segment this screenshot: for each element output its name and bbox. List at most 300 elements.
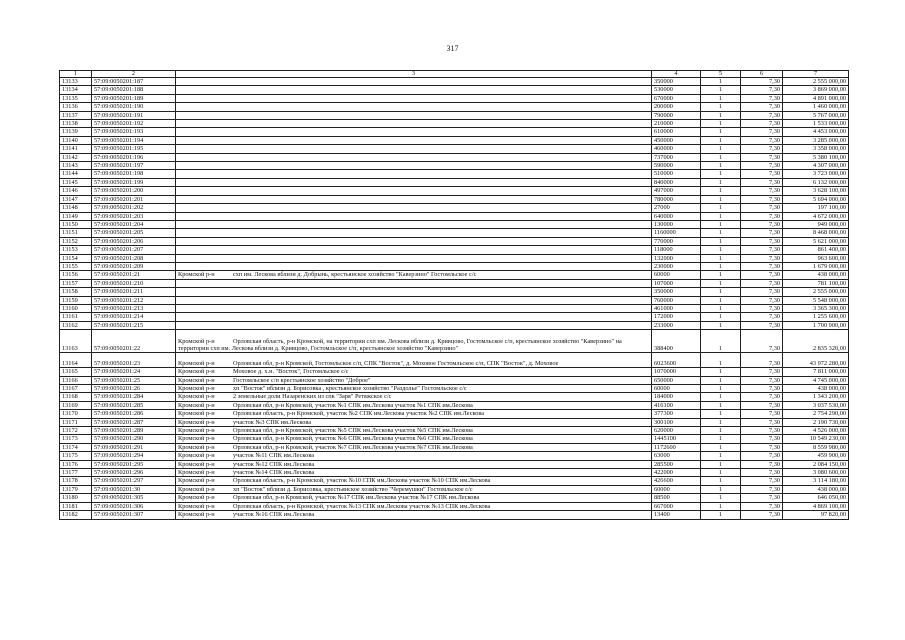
- table-row: [60, 385, 849, 393]
- land-registry-table: [59, 70, 849, 520]
- column-header: 3: [176, 71, 652, 78]
- table-row: [60, 153, 849, 161]
- area-cell: 426600: [652, 477, 701, 485]
- coefficient-cell: 1: [701, 321, 741, 329]
- location-description: участок №16 СПК им.Лескова: [233, 511, 315, 519]
- rate-cell: 7,30: [741, 145, 783, 153]
- table-row: [60, 262, 849, 270]
- sum-cell: 2 555 000,00: [783, 288, 849, 296]
- location-cell: [176, 136, 652, 144]
- sum-cell: 4 745 000,00: [783, 376, 849, 384]
- region-label: Кромской р-н: [178, 271, 215, 279]
- cadastral-number-cell: 57:09:0050201:26: [92, 385, 176, 393]
- rate-cell: 7,30: [741, 376, 783, 384]
- table-row: [60, 220, 849, 228]
- sum-cell: 861 400,00: [783, 246, 849, 254]
- row-number-cell: 13173: [60, 435, 92, 443]
- page-number: 317: [446, 44, 459, 53]
- area-cell: 233000: [652, 321, 701, 329]
- sum-cell: 3 869 000,00: [783, 86, 849, 94]
- sum-cell: 43 972 280,00: [783, 353, 849, 368]
- row-number-cell: 13165: [60, 368, 92, 376]
- rate-cell: 7,30: [741, 78, 783, 86]
- table-row: [60, 271, 849, 279]
- sum-cell: 2 084 150,00: [783, 460, 849, 468]
- area-cell: 422000: [652, 469, 701, 477]
- coefficient-cell: 1: [701, 288, 741, 296]
- rate-cell: 7,30: [741, 220, 783, 228]
- location-cell: [176, 401, 652, 409]
- sum-cell: 646 050,00: [783, 494, 849, 502]
- area-cell: 27000: [652, 204, 701, 212]
- column-header: 4: [652, 71, 701, 78]
- area-cell: 60000: [652, 385, 701, 393]
- area-cell: 770000: [652, 237, 701, 245]
- region-label: Кромской р-н: [178, 477, 215, 485]
- location-cell: [176, 204, 652, 212]
- rate-cell: 7,30: [741, 477, 783, 485]
- location-cell: [176, 237, 652, 245]
- location-cell: [176, 410, 652, 418]
- row-number-cell: 13156: [60, 271, 92, 279]
- location-description: Гостомльское с/п крестьянское хозяйство "Доброе": [233, 376, 371, 384]
- table-row: [60, 212, 849, 220]
- table-row: [60, 330, 849, 353]
- area-cell: 460000: [652, 145, 701, 153]
- row-number-cell: 13133: [60, 78, 92, 86]
- sum-cell: 97 820,00: [783, 511, 849, 519]
- rate-cell: 7,30: [741, 128, 783, 136]
- cadastral-number-cell: 57:09:0050201:212: [92, 296, 176, 304]
- row-number-cell: 13172: [60, 427, 92, 435]
- table-row: [60, 229, 849, 237]
- cadastral-number-cell: 57:09:0050201:214: [92, 313, 176, 321]
- table-row: [60, 511, 849, 519]
- table-row: [60, 376, 849, 384]
- area-cell: 450000: [652, 136, 701, 144]
- cadastral-number-cell: 57:09:0050201:289: [92, 427, 176, 435]
- rate-cell: 7,30: [741, 254, 783, 262]
- area-cell: 416100: [652, 401, 701, 409]
- location-cell: [176, 296, 652, 304]
- column-header: 7: [783, 71, 849, 78]
- row-number-cell: 13149: [60, 212, 92, 220]
- location-cell: [176, 128, 652, 136]
- coefficient-cell: 1: [701, 237, 741, 245]
- row-number-cell: 13150: [60, 220, 92, 228]
- sum-cell: 10 549 230,00: [783, 435, 849, 443]
- row-number-cell: 13142: [60, 153, 92, 161]
- table-row: [60, 178, 849, 186]
- cadastral-number-cell: 57:09:0050201:285: [92, 401, 176, 409]
- area-cell: 670000: [652, 94, 701, 102]
- rate-cell: 7,30: [741, 353, 783, 368]
- row-number-cell: 13155: [60, 262, 92, 270]
- coefficient-cell: 1: [701, 187, 741, 195]
- sum-cell: 2 754 290,00: [783, 410, 849, 418]
- cadastral-number-cell: 57:09:0050201:306: [92, 502, 176, 510]
- table-row: [60, 103, 849, 111]
- coefficient-cell: 1: [701, 469, 741, 477]
- sum-cell: 438 000,00: [783, 271, 849, 279]
- region-label: Кромской р-н: [178, 502, 215, 510]
- location-description: Орловская обл, р-н Кромской, Гостомльское с/п, СПК "Восток", д. Моховое Гостомльское с/п, СПК "Восток", д. Моховое: [233, 359, 559, 367]
- area-cell: 790000: [652, 111, 701, 119]
- area-cell: 610000: [652, 128, 701, 136]
- coefficient-cell: 1: [701, 460, 741, 468]
- row-number-cell: 13154: [60, 254, 92, 262]
- cadastral-number-cell: 57:09:0050201:199: [92, 178, 176, 186]
- sum-cell: 2 555 000,00: [783, 78, 849, 86]
- cadastral-number-cell: 57:09:0050201:208: [92, 254, 176, 262]
- location-cell: [176, 229, 652, 237]
- row-number-cell: 13160: [60, 304, 92, 312]
- rate-cell: 7,30: [741, 321, 783, 329]
- location-cell: [176, 195, 652, 203]
- coefficient-cell: 1: [701, 435, 741, 443]
- table-row: [60, 120, 849, 128]
- sum-cell: 3 365 300,00: [783, 304, 849, 312]
- region-label: Кромской р-н: [178, 443, 215, 451]
- rate-cell: 7,30: [741, 296, 783, 304]
- row-number-cell: 13179: [60, 485, 92, 493]
- area-cell: 388400: [652, 330, 701, 353]
- area-cell: 737000: [652, 153, 701, 161]
- sum-cell: 6 132 000,00: [783, 178, 849, 186]
- coefficient-cell: 1: [701, 296, 741, 304]
- sum-cell: 3 080 600,00: [783, 469, 849, 477]
- location-cell: [176, 368, 652, 376]
- cadastral-number-cell: 57:09:0050201:286: [92, 410, 176, 418]
- rate-cell: 7,30: [741, 401, 783, 409]
- rate-cell: 7,30: [741, 288, 783, 296]
- coefficient-cell: 1: [701, 502, 741, 510]
- table-row: [60, 279, 849, 287]
- location-description: участок №11 СПК им.Лескова: [233, 452, 314, 460]
- sum-cell: 3 628 100,00: [783, 187, 849, 195]
- coefficient-cell: 1: [701, 178, 741, 186]
- location-cell: [176, 187, 652, 195]
- region-label: Кромской р-н: [178, 393, 215, 401]
- location-description: Орловская обл, р-н Кромской, участок №17 СПК им.Лескова участок №17 СПК им.Лескова: [233, 494, 480, 502]
- coefficient-cell: 1: [701, 128, 741, 136]
- area-cell: 230000: [652, 262, 701, 270]
- rate-cell: 7,30: [741, 120, 783, 128]
- coefficient-cell: 1: [701, 271, 741, 279]
- area-cell: 350000: [652, 78, 701, 86]
- cadastral-number-cell: 57:09:0050201:305: [92, 494, 176, 502]
- column-header: 1: [60, 71, 92, 78]
- location-description: Орловская обл, р-н Кромской, участок №6 СПК им.Лескова участок №6 СПК им.Лескова: [233, 435, 473, 443]
- cadastral-number-cell: 57:09:0050201:201: [92, 195, 176, 203]
- table-row: [60, 435, 849, 443]
- area-cell: 760000: [652, 296, 701, 304]
- row-number-cell: 13148: [60, 204, 92, 212]
- region-label: Кромской р-н: [178, 494, 215, 502]
- cadastral-number-cell: 57:09:0050201:30: [92, 485, 176, 493]
- cadastral-number-cell: 57:09:0050201:193: [92, 128, 176, 136]
- rate-cell: 7,30: [741, 136, 783, 144]
- sum-cell: 7 811 000,00: [783, 368, 849, 376]
- coefficient-cell: 1: [701, 304, 741, 312]
- rate-cell: 7,30: [741, 452, 783, 460]
- cadastral-number-cell: 57:09:0050201:204: [92, 220, 176, 228]
- cadastral-number-cell: 57:09:0050201:213: [92, 304, 176, 312]
- row-number-cell: 13167: [60, 385, 92, 393]
- coefficient-cell: 1: [701, 401, 741, 409]
- table-row: [60, 452, 849, 460]
- sum-cell: 1 343 200,00: [783, 393, 849, 401]
- row-number-cell: 13174: [60, 443, 92, 451]
- sum-cell: 197 100,00: [783, 204, 849, 212]
- sum-cell: 8 468 000,00: [783, 229, 849, 237]
- rate-cell: 7,30: [741, 304, 783, 312]
- area-cell: 210000: [652, 120, 701, 128]
- region-label: Кромской р-н: [178, 418, 215, 426]
- coefficient-cell: 1: [701, 353, 741, 368]
- region-label: Кромской р-н: [178, 376, 215, 384]
- cadastral-number-cell: 57:09:0050201:200: [92, 187, 176, 195]
- area-cell: 60000: [652, 271, 701, 279]
- area-cell: 130000: [652, 220, 701, 228]
- table-row: [60, 237, 849, 245]
- location-description: схп им. Лескова вблизи д. Добрынь, крестьянское хозяйство "Каверзино" Гостомльское с/с: [233, 271, 477, 279]
- table-row: [60, 353, 849, 368]
- row-number-cell: 13166: [60, 376, 92, 384]
- rate-cell: 7,30: [741, 494, 783, 502]
- rate-cell: 7,30: [741, 435, 783, 443]
- table-row: [60, 254, 849, 262]
- rate-cell: 7,30: [741, 485, 783, 493]
- coefficient-cell: 1: [701, 452, 741, 460]
- cadastral-number-cell: 57:09:0050201:194: [92, 136, 176, 144]
- rate-cell: 7,30: [741, 237, 783, 245]
- coefficient-cell: 1: [701, 393, 741, 401]
- table-row: [60, 485, 849, 493]
- cadastral-number-cell: 57:09:0050201:23: [92, 353, 176, 368]
- cadastral-number-cell: 57:09:0050201:215: [92, 321, 176, 329]
- rate-cell: 7,30: [741, 111, 783, 119]
- location-cell: [176, 288, 652, 296]
- row-number-cell: 13151: [60, 229, 92, 237]
- location-description: Орловская обл, р-н Кромской, участок №1 СПК им.Лескова участок №1 СПК им.Лескова: [233, 401, 473, 409]
- table-row: [60, 494, 849, 502]
- rate-cell: 7,30: [741, 393, 783, 401]
- area-cell: 1172600: [652, 443, 701, 451]
- rate-cell: 7,30: [741, 502, 783, 510]
- cadastral-number-cell: 57:09:0050201:297: [92, 477, 176, 485]
- region-label: Кромской р-н: [178, 337, 215, 345]
- table-row: [60, 401, 849, 409]
- coefficient-cell: 1: [701, 94, 741, 102]
- coefficient-cell: 1: [701, 443, 741, 451]
- rate-cell: 7,30: [741, 460, 783, 468]
- row-number-cell: 13178: [60, 477, 92, 485]
- area-cell: 132000: [652, 254, 701, 262]
- rate-cell: 7,30: [741, 330, 783, 353]
- coefficient-cell: 1: [701, 279, 741, 287]
- rate-cell: 7,30: [741, 212, 783, 220]
- coefficient-cell: 1: [701, 262, 741, 270]
- sum-cell: 4 453 000,00: [783, 128, 849, 136]
- location-cell: [176, 271, 652, 279]
- location-cell: [176, 86, 652, 94]
- table-row: [60, 321, 849, 329]
- sum-cell: 949 000,00: [783, 220, 849, 228]
- area-cell: 780000: [652, 195, 701, 203]
- location-cell: [176, 94, 652, 102]
- row-number-cell: 13143: [60, 162, 92, 170]
- location-description: хп "Восток" вблизи д. Борисовка, крестьянское хозяйство "Черемушки" Гостомльское с/с: [233, 485, 473, 493]
- area-cell: 840000: [652, 178, 701, 186]
- rate-cell: 7,30: [741, 162, 783, 170]
- coefficient-cell: 1: [701, 410, 741, 418]
- rate-cell: 7,30: [741, 469, 783, 477]
- area-cell: 461000: [652, 304, 701, 312]
- coefficient-cell: 1: [701, 220, 741, 228]
- sum-cell: 5 694 000,00: [783, 195, 849, 203]
- row-number-cell: 13152: [60, 237, 92, 245]
- area-cell: 172000: [652, 313, 701, 321]
- sum-cell: 3 358 000,00: [783, 145, 849, 153]
- rate-cell: 7,30: [741, 246, 783, 254]
- cadastral-number-cell: 57:09:0050201:205: [92, 229, 176, 237]
- cadastral-number-cell: 57:09:0050201:189: [92, 94, 176, 102]
- coefficient-cell: 1: [701, 111, 741, 119]
- table-row: [60, 296, 849, 304]
- cadastral-number-cell: 57:09:0050201:196: [92, 153, 176, 161]
- cadastral-number-cell: 57:09:0050201:21: [92, 271, 176, 279]
- location-description: Моховое д. х.н. "Восток", Гостомльское с/с: [233, 368, 349, 376]
- rate-cell: 7,30: [741, 187, 783, 195]
- row-number-cell: 13182: [60, 511, 92, 519]
- table-row: [60, 187, 849, 195]
- coefficient-cell: 1: [701, 246, 741, 254]
- region-label: Кромской р-н: [178, 427, 215, 435]
- sum-cell: 4 891 000,00: [783, 94, 849, 102]
- rate-cell: 7,30: [741, 195, 783, 203]
- region-label: Кромской р-н: [178, 410, 215, 418]
- row-number-cell: 13177: [60, 469, 92, 477]
- row-number-cell: 13146: [60, 187, 92, 195]
- location-cell: [176, 313, 652, 321]
- table-row: [60, 502, 849, 510]
- table-row: [60, 368, 849, 376]
- rate-cell: 7,30: [741, 103, 783, 111]
- sum-cell: 2 835 320,00: [783, 330, 849, 353]
- coefficient-cell: 1: [701, 494, 741, 502]
- column-number-row: [60, 71, 849, 78]
- sum-cell: 1 255 600,00: [783, 313, 849, 321]
- table-row: [60, 204, 849, 212]
- table-row: [60, 288, 849, 296]
- coefficient-cell: 1: [701, 136, 741, 144]
- location-description: Орловская область, р-н Кромской, участок №13 СПК им.Лескова участок №13 СПК им.Лескова: [233, 502, 491, 510]
- cadastral-number-cell: 57:09:0050201:188: [92, 86, 176, 94]
- coefficient-cell: 1: [701, 170, 741, 178]
- area-cell: 667000: [652, 502, 701, 510]
- sum-cell: 3 285 000,00: [783, 136, 849, 144]
- cadastral-number-cell: 57:09:0050201:22: [92, 330, 176, 353]
- coefficient-cell: 1: [701, 511, 741, 519]
- location-cell: [176, 304, 652, 312]
- cadastral-number-cell: 57:09:0050201:192: [92, 120, 176, 128]
- cadastral-number-cell: 57:09:0050201:202: [92, 204, 176, 212]
- sum-cell: 4 672 000,00: [783, 212, 849, 220]
- coefficient-cell: 1: [701, 418, 741, 426]
- sum-cell: 459 900,00: [783, 452, 849, 460]
- location-cell: [176, 427, 652, 435]
- table-row: [60, 111, 849, 119]
- area-cell: 640000: [652, 212, 701, 220]
- location-description: Орловская область, р-н Кромской, участок №2 СПК им.Лескова участок №2 СПК им.Лескова: [233, 410, 485, 418]
- location-cell: [176, 111, 652, 119]
- area-cell: 107000: [652, 279, 701, 287]
- row-number-cell: 13181: [60, 502, 92, 510]
- table-row: [60, 170, 849, 178]
- region-label: Кромской р-н: [178, 385, 215, 392]
- region-label: Кромской р-н: [178, 511, 215, 519]
- region-label: Кромской р-н: [178, 359, 215, 367]
- sum-cell: 3 723 000,00: [783, 170, 849, 178]
- area-cell: 13400: [652, 511, 701, 519]
- row-number-cell: 13159: [60, 296, 92, 304]
- coefficient-cell: 1: [701, 330, 741, 353]
- location-cell: [176, 246, 652, 254]
- coefficient-cell: 1: [701, 120, 741, 128]
- row-number-cell: 13135: [60, 94, 92, 102]
- cadastral-number-cell: 57:09:0050201:203: [92, 212, 176, 220]
- cadastral-number-cell: 57:09:0050201:187: [92, 78, 176, 86]
- table-row: [60, 313, 849, 321]
- row-number-cell: 13161: [60, 313, 92, 321]
- coefficient-cell: 1: [701, 229, 741, 237]
- sum-cell: 4 869 100,00: [783, 502, 849, 510]
- column-header: 5: [701, 71, 741, 78]
- row-number-cell: 13171: [60, 418, 92, 426]
- coefficient-cell: 1: [701, 368, 741, 376]
- row-number-cell: 13175: [60, 452, 92, 460]
- sum-cell: 1 700 900,00: [783, 321, 849, 329]
- rate-cell: 7,30: [741, 443, 783, 451]
- row-number-cell: 13137: [60, 111, 92, 119]
- location-cell: [176, 279, 652, 287]
- location-description: участок №3 СПК им.Лескова: [233, 418, 312, 426]
- sum-cell: 781 100,00: [783, 279, 849, 287]
- table-row: [60, 195, 849, 203]
- sum-cell: 5 621 000,00: [783, 237, 849, 245]
- table-row: [60, 477, 849, 485]
- location-cell: [176, 435, 652, 443]
- region-label: Кромской р-н: [178, 469, 215, 477]
- table-row: [60, 418, 849, 426]
- sum-cell: 438 000,00: [783, 385, 849, 393]
- rate-cell: 7,30: [741, 410, 783, 418]
- sum-cell: 5 380 100,00: [783, 153, 849, 161]
- location-cell: [176, 178, 652, 186]
- rate-cell: 7,30: [741, 86, 783, 94]
- row-number-cell: 13134: [60, 86, 92, 94]
- cadastral-number-cell: 57:09:0050201:284: [92, 393, 176, 401]
- cadastral-number-cell: 57:09:0050201:296: [92, 469, 176, 477]
- area-cell: 530000: [652, 86, 701, 94]
- location-cell: [176, 162, 652, 170]
- rate-cell: 7,30: [741, 271, 783, 279]
- rate-cell: 7,30: [741, 153, 783, 161]
- sum-cell: 1 679 000,00: [783, 262, 849, 270]
- area-cell: 1160000: [652, 229, 701, 237]
- location-cell: [176, 220, 652, 228]
